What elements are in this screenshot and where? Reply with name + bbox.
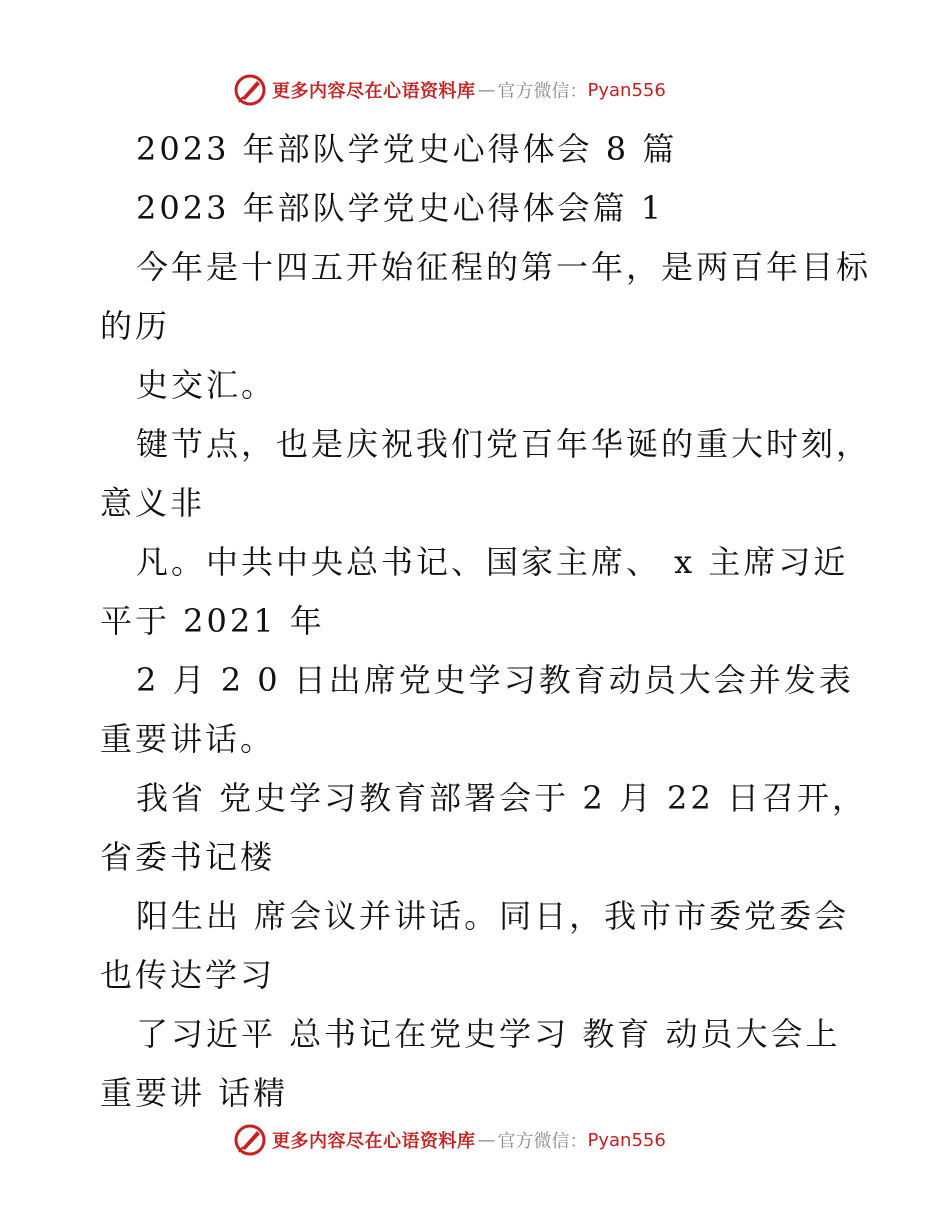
text-line: 2 月 2 0 日出席党史学习教育动员大会并发表 bbox=[136, 661, 854, 699]
text-line: 阳生出 席会议并讲话。同日，我市市委党委会 bbox=[136, 897, 850, 935]
doc-title: 2023 年部队学党史心得体会 8 篇 bbox=[136, 130, 678, 168]
text-line: 键节点，也是庆祝我们党百年华诞的重大时刻， bbox=[136, 425, 872, 463]
quill-pen-logo-icon bbox=[233, 73, 267, 107]
text-line: 史交汇。 bbox=[136, 366, 277, 404]
text-line: 了习近平 总书记在党史学习 教育 动员大会上 bbox=[136, 1015, 841, 1053]
banner-main-text: 更多内容尽在心语资料库 bbox=[272, 1131, 476, 1152]
quill-pen-logo-icon bbox=[233, 1123, 267, 1157]
section-heading: 2023 年部队学党史心得体会篇 1 bbox=[136, 189, 665, 227]
document-body bbox=[100, 120, 872, 1123]
text-line: 平于 2021 年 bbox=[100, 602, 325, 640]
text-line: 意义非 bbox=[100, 484, 206, 522]
text-line: 也传达学习 bbox=[100, 956, 276, 994]
text-line: 今年是十四五开始征程的第一年，是两百年目标 bbox=[136, 248, 872, 286]
banner-wechat-id: Pyan556 bbox=[587, 1129, 666, 1151]
text-line: 重要讲 话精 bbox=[100, 1074, 289, 1112]
text-line: 凡。中共中央总书记、国家主席、 x 主席习近 bbox=[136, 543, 849, 581]
text-line: 省委书记楼 bbox=[100, 838, 276, 876]
banner-wechat-label: 官方微信： bbox=[497, 1131, 588, 1152]
banner-wechat-id: Pyan556 bbox=[587, 79, 666, 101]
banner-dash: — bbox=[477, 1129, 496, 1151]
banner-main-text: 更多内容尽在心语资料库 bbox=[272, 81, 476, 102]
footer-banner bbox=[233, 1122, 666, 1158]
banner-wechat-label: 官方微信： bbox=[497, 81, 588, 102]
header-banner bbox=[233, 72, 666, 108]
text-line: 的历 bbox=[100, 307, 171, 345]
text-line: 我省 党史学习教育部署会于 2 月 22 日召开， bbox=[136, 779, 867, 817]
text-line: 重要讲话。 bbox=[100, 720, 276, 758]
banner-dash: — bbox=[477, 79, 496, 101]
